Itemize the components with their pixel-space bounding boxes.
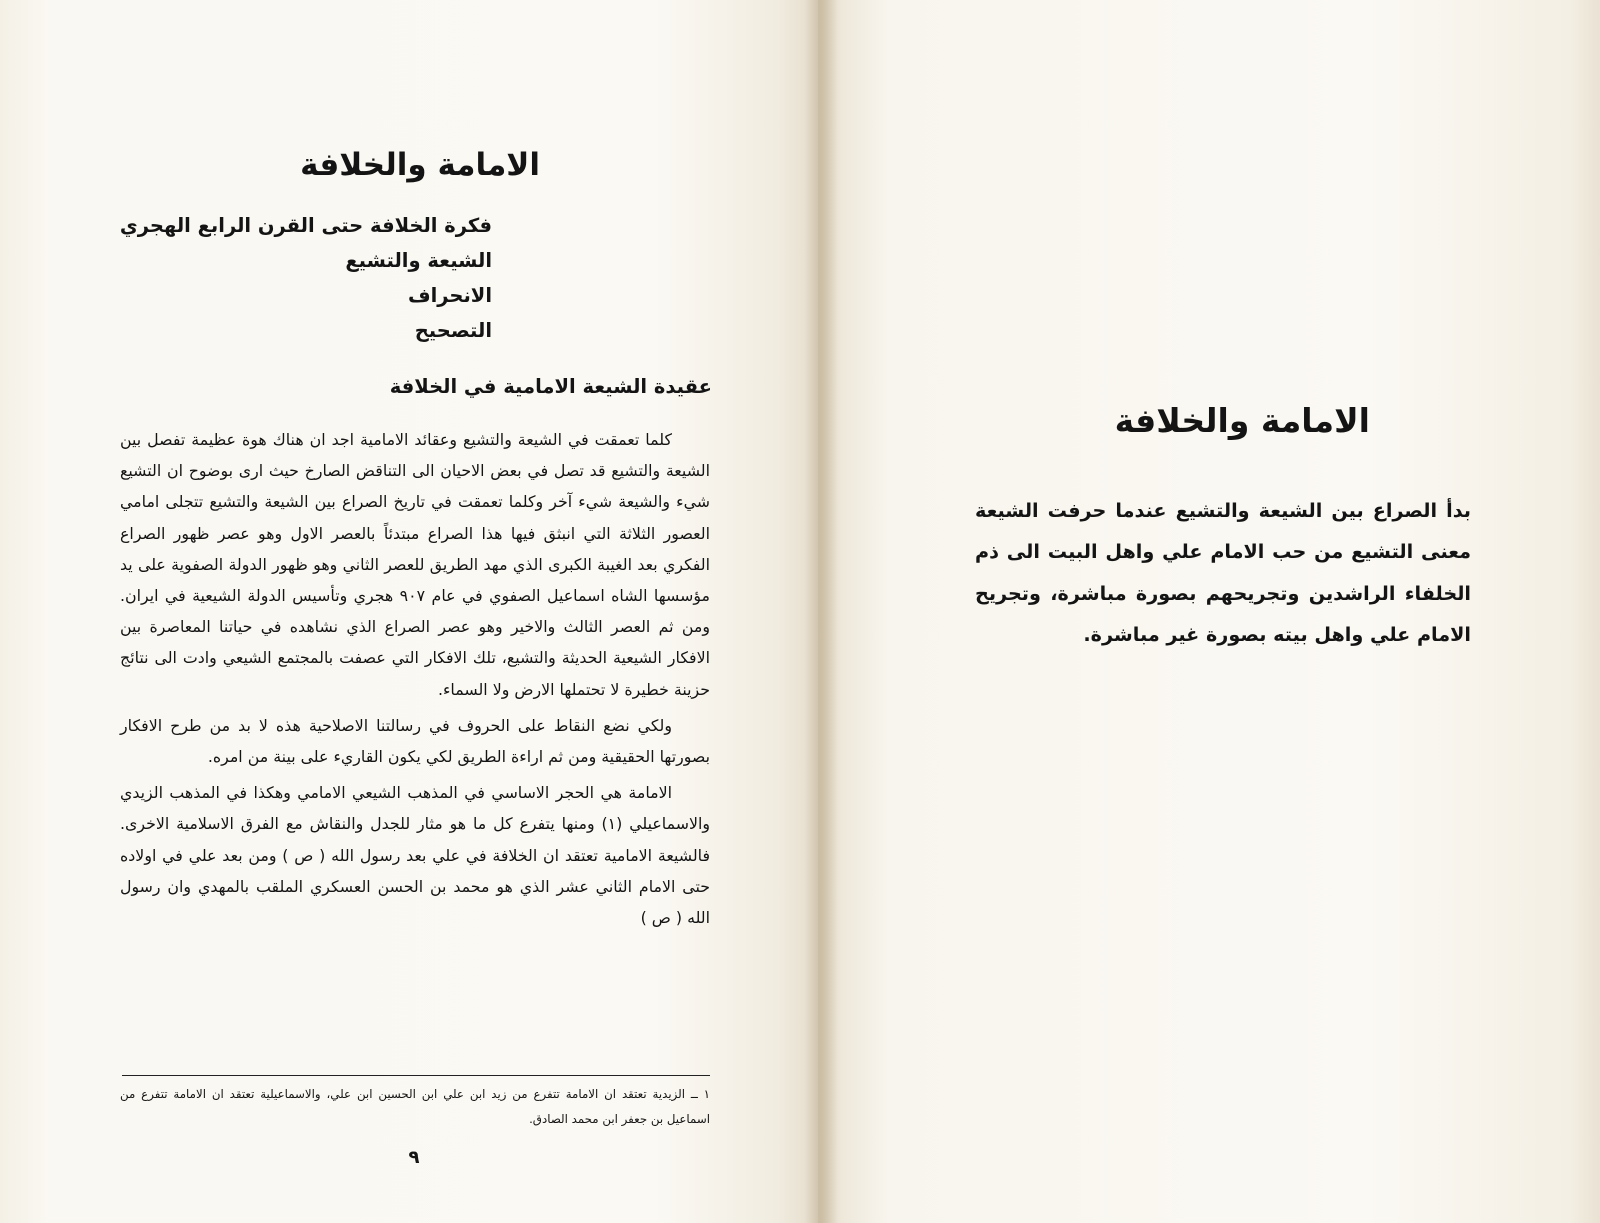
body-paragraph: الامامة هي الحجر الاساسي في المذهب الشيعي الامامي وهكذا في المذهب الزيدي والاسماعيلي (١) ومنها يتفرع كل ما هو مثار للجدل والنقاش مع الفرق الاسلامية الاخرى. فالشيعة الامامية تعتقد ان الخلافة في علي بعد رسول الله ( ص ) ومن بعد علي في اولاده حتى الامام الثاني عشر الذي هو محمد بن الحسن العسكري الملقب بالمهدي وان رسول الله ( ص )	[120, 783, 710, 928]
intro-paragraph: بدأ الصراع بين الشيعة والتشيع عندما حرفت الشيعة معنى التشيع من حب الامام علي واهل البيت الى ذم الخلفاء الراشدين وتجريحهم بصورة مباشرة، وتجريح الامام علي واهل بيته بصورة غير مباشرة.	[975, 499, 1471, 646]
page-number: ٩	[408, 1147, 420, 1168]
body-text	[120, 424, 710, 938]
section-heading: عقيدة الشيعة الامامية في الخلافة	[389, 375, 712, 398]
page-title: الامامة والخلافة	[300, 147, 540, 183]
footnote-divider	[122, 1075, 710, 1076]
footnote: ١ ــ الزيدية تعتقد ان الامامة تتفرع من زيد ابن علي ابن الحسين ابن علي، والاسماعيلية تعتقد ان الامامة تتفرع من اسماعيل بن جعفر ابن محمد الصادق.	[120, 1087, 710, 1126]
contents-item: الانحراف	[407, 284, 492, 307]
chapter-title: الامامة والخلافة	[1114, 401, 1370, 440]
body-paragraph: كلما تعمقت في الشيعة والتشيع وعقائد الامامية اجد ان هناك هوة عظيمة تفصل بين الشيعة والتشيع قد تصل في بعض الاحيان الى التناقض الصارخ حيث ارى بوضوح ان التشيع شيء والشيعة شيء آخر وكلما تعمقت في تاريخ الصراع بين الشيعة والتشيع تتجلى امامي العصور الثلاثة التي انبثق فيها هذا الصراع مبتدئاً بالعصر الاول وهو عصر ظهور الصراع الفكري بعد الغيبة الكبرى الذي مهد الطريق للعصر الثاني وهو ظهور الدولة الصفوية على يد مؤسسها الشاه اسماعيل الصفوي في عام ٩٠٧ هجري وتأسيس الدولة الشيعية في ايران. ومن ثم العصر الثالث والاخير وهو عصر الصراع الذي نشاهده في حياتنا المعاصرة بين الافكار الشيعية الحديثة والتشيع، تلك الافكار التي عصفت بالمجتمع الشيعي وادت الى نتائج حزينة خطيرة لا تحتملها الارض ولا السماء.	[120, 430, 710, 699]
contents-item: فكرة الخلافة حتى القرن الرابع الهجري	[119, 214, 492, 237]
book-gutter	[804, 0, 838, 1223]
body-paragraph: ولكي نضع النقاط على الحروف في رسالتنا الاصلاحية هذه لا بد من طرح الافكار بصورتها الحقيقية ومن ثم اراءة الطريق لكي يكون القاريء على بينة من امره.	[120, 715, 710, 767]
chapter-intro	[975, 490, 1471, 655]
contents-item: الشيعة والتشيع	[345, 249, 492, 272]
chapter-contents-list	[120, 208, 492, 348]
contents-item: التصحيح	[414, 319, 492, 342]
